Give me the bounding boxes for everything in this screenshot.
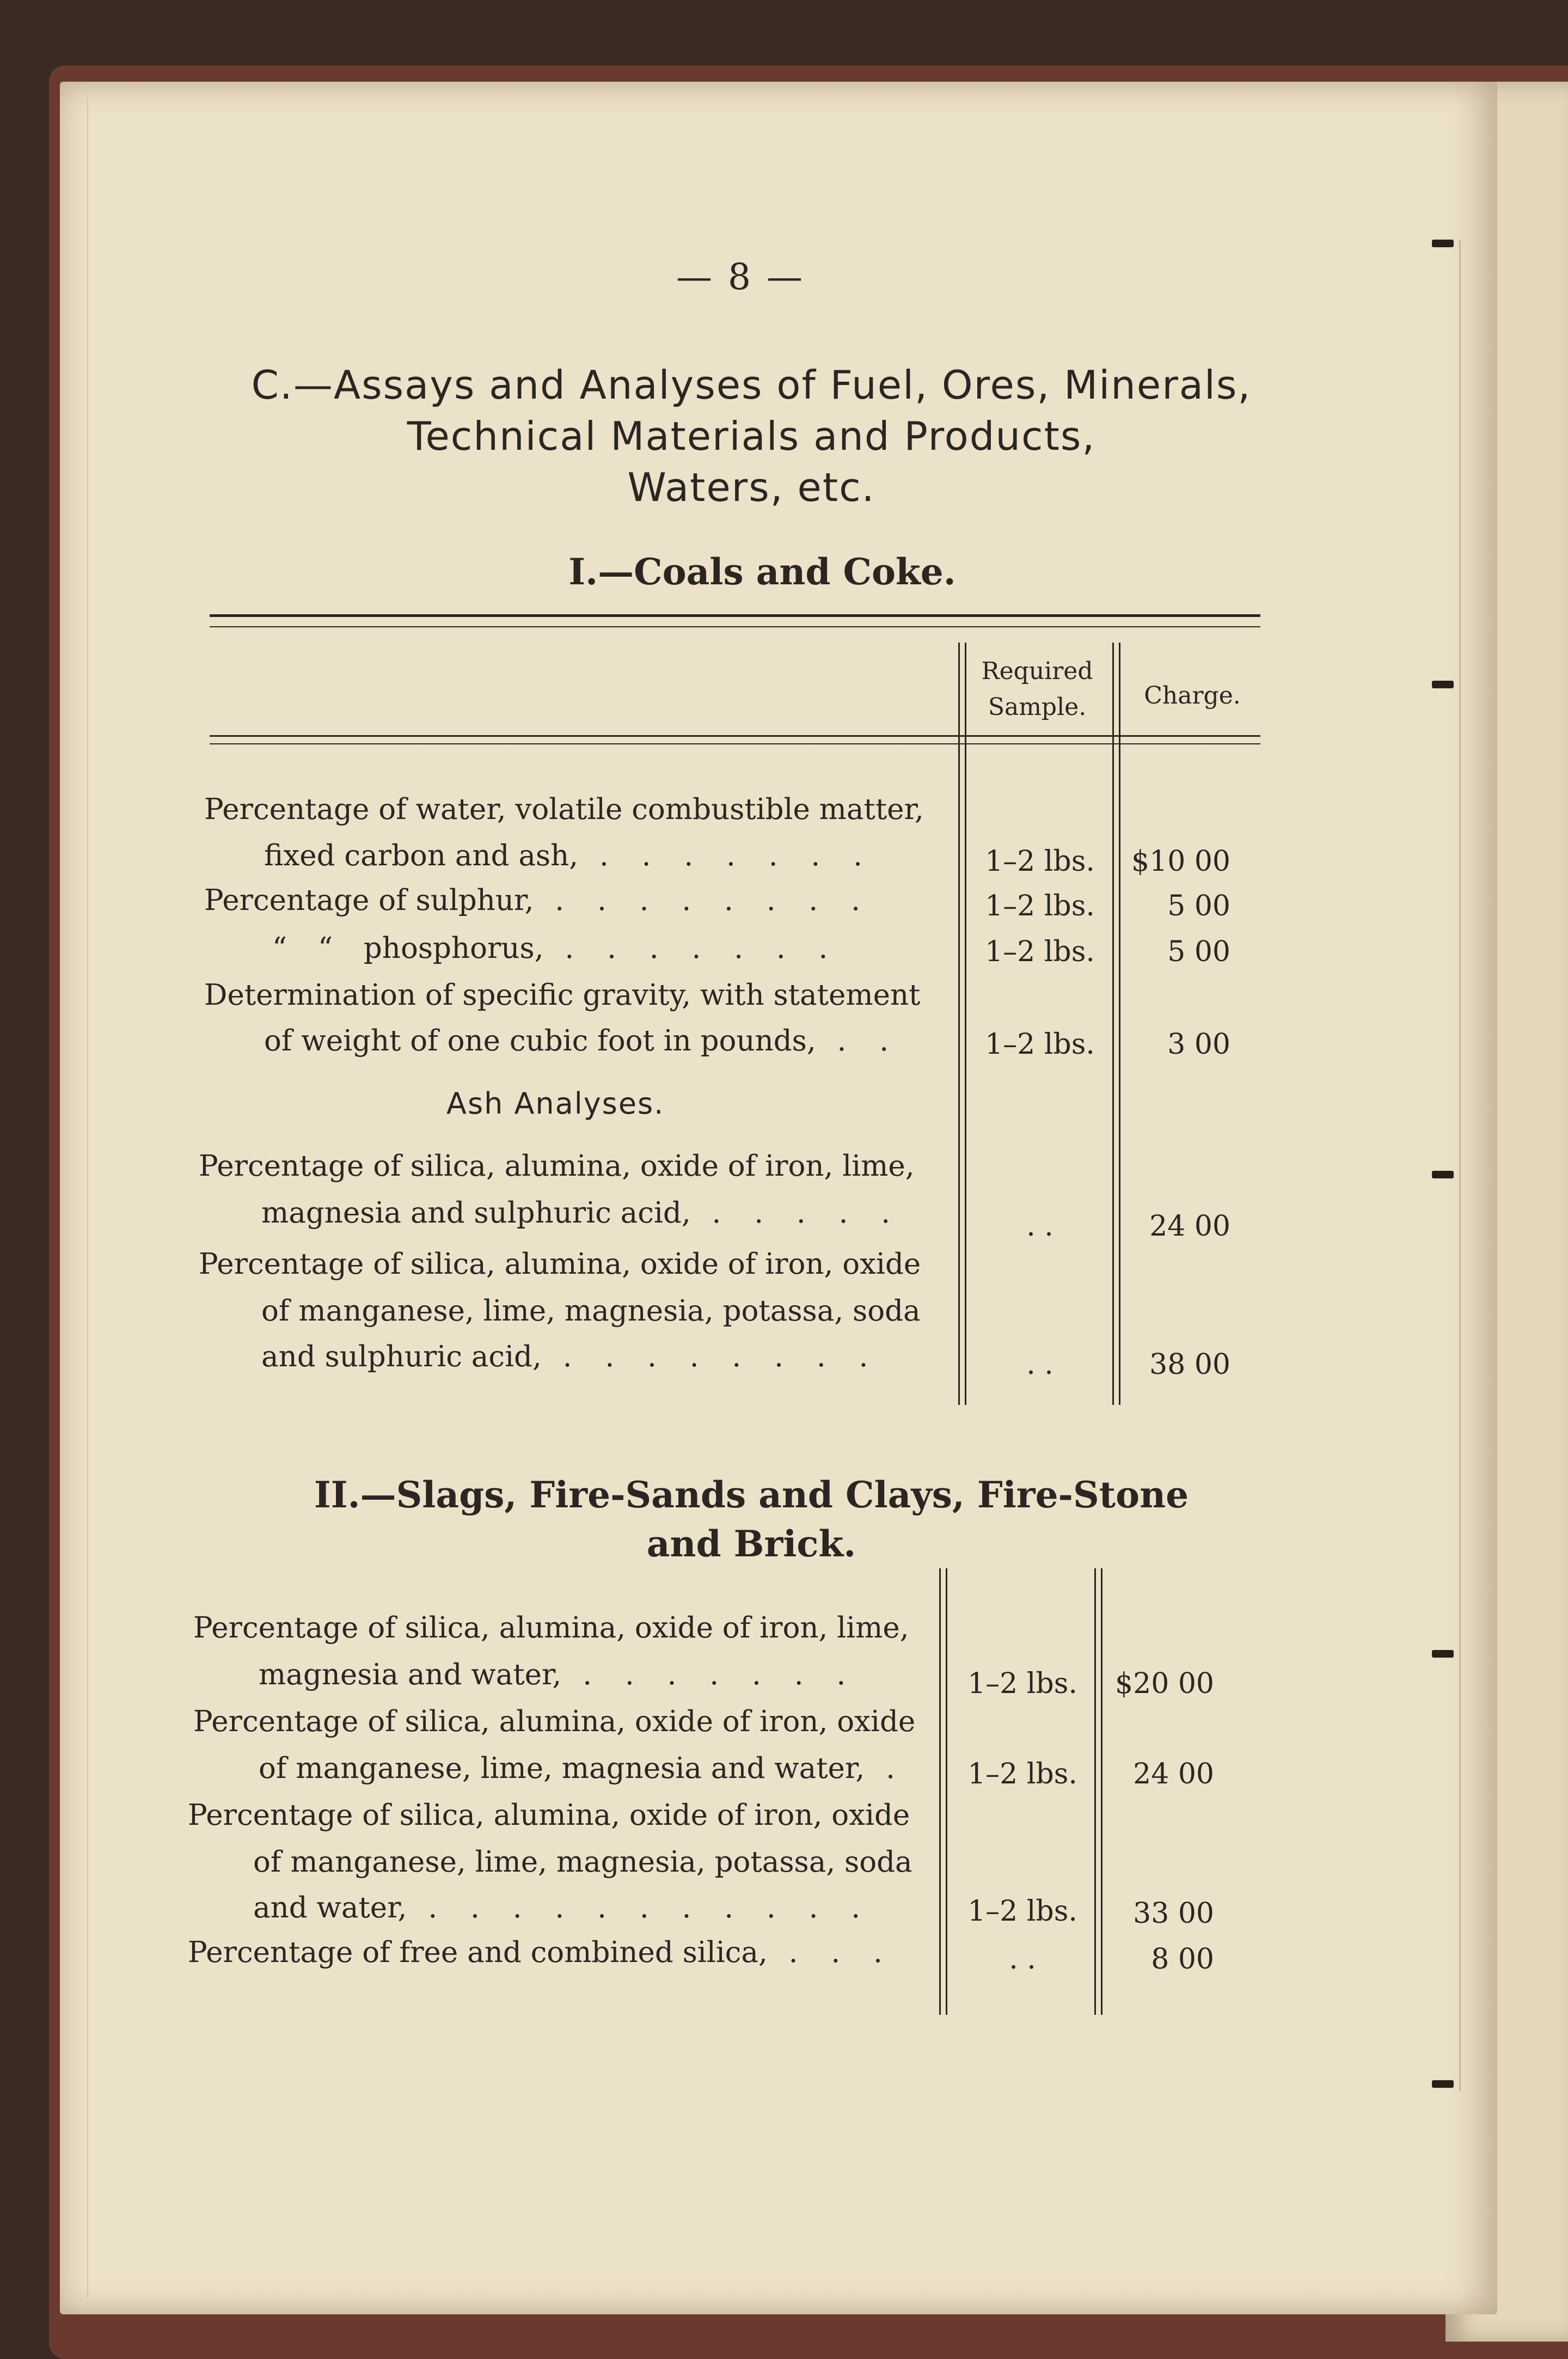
column-rule xyxy=(958,643,960,1405)
column-header-sample xyxy=(964,653,1111,725)
table-cell-charge: 24 00 xyxy=(1149,1210,1230,1243)
table-row-description-text: of manganese, lime, magnesia and water, xyxy=(259,1752,865,1785)
page-margin-rule xyxy=(87,98,88,2298)
table-row-description-text: fixed carbon and ash, xyxy=(264,839,579,872)
table-row-description-text: magnesia and sulphuric acid, xyxy=(261,1196,691,1230)
binding-stitch xyxy=(1432,681,1454,688)
table-cell-charge: 24 00 xyxy=(1133,1758,1214,1790)
coals-title: I.—Coals and Coke. xyxy=(568,551,956,593)
table-row-description: Percentage of water, volatile combustible matter, xyxy=(204,793,924,826)
table-row-description: Percentage of sulphur, . . . . . . . . xyxy=(204,884,872,917)
table-cell-sample: . . xyxy=(1009,1943,1036,1976)
table-cell-charge: 8 00 xyxy=(1151,1943,1214,1976)
table-cell-charge: 38 00 xyxy=(1149,1348,1230,1381)
slags-title-line: II.—Slags, Fire-Sands and Clays, Fire-Stone xyxy=(314,1474,1189,1516)
table-cell-charge: $10 00 xyxy=(1131,845,1230,878)
table-row-description: magnesia and water, . . . . . . . xyxy=(259,1658,858,1691)
table-cell-charge: 5 00 xyxy=(1167,890,1230,922)
table-cell-sample: 1–2 lbs. xyxy=(985,890,1095,922)
table-row-description-text: and water, xyxy=(253,1891,407,1924)
table-header-rule xyxy=(210,743,1260,744)
table-cell-sample: 1–2 lbs. xyxy=(985,936,1095,968)
table-cell-sample: 1–2 lbs. xyxy=(985,845,1095,878)
table-row-description-text: and sulphuric acid, xyxy=(261,1340,542,1373)
table-cell-sample: 1–2 lbs. xyxy=(985,1028,1095,1061)
table-row-description: Percentage of silica, alumina, oxide of iron, oxide xyxy=(199,1248,921,1281)
table-row-description: Percentage of free and combined silica, . . . xyxy=(188,1936,895,1969)
table-cell-charge: 5 00 xyxy=(1167,936,1230,968)
table-row-description: magnesia and sulphuric acid, . . . . . xyxy=(261,1196,903,1230)
table-cell-charge: 3 00 xyxy=(1167,1028,1230,1061)
table-cell-charge: $20 00 xyxy=(1115,1667,1214,1700)
binding-stitch xyxy=(1432,1171,1454,1178)
binding-thread xyxy=(1459,240,1461,2091)
table-row-description-text: “ “ phosphorus, xyxy=(272,932,544,965)
page-number: — 8 — xyxy=(676,256,805,298)
table-row-description: of manganese, lime, magnesia, potassa, soda xyxy=(253,1845,912,1879)
section-title-line: Waters, etc. xyxy=(627,465,875,510)
table-row-description: of manganese, lime, magnesia and water, . xyxy=(259,1752,907,1785)
table-row-description: fixed carbon and ash, . . . . . . . xyxy=(264,839,874,872)
ash-analyses-heading: Ash Analyses. xyxy=(446,1086,665,1121)
binding-stitch xyxy=(1432,240,1454,247)
table-cell-sample: 1–2 lbs. xyxy=(967,1667,1077,1700)
table-row-description: and sulphuric acid, . . . . . . . . xyxy=(261,1340,880,1373)
column-header-charge: Charge. xyxy=(1144,682,1241,710)
column-header-sample-line: Required xyxy=(981,657,1093,685)
slags-title-line: and Brick. xyxy=(646,1523,856,1565)
slags-title xyxy=(163,1470,1339,1568)
table-row-description-text: of weight of one cubic foot in pounds, xyxy=(264,1024,816,1058)
table-row-description: Percentage of silica, alumina, oxide of iron, oxide xyxy=(193,1705,916,1738)
column-rule xyxy=(939,1568,941,2015)
table-cell-sample: 1–2 lbs. xyxy=(967,1895,1077,1928)
table-top-rule xyxy=(210,614,1260,617)
table-cell-charge: 33 00 xyxy=(1133,1897,1214,1930)
table-cell-sample: . . xyxy=(1026,1210,1054,1243)
binding-stitch xyxy=(1432,1650,1454,1658)
table-cell-sample: . . xyxy=(1026,1348,1054,1381)
table-row-description-text: Percentage of sulphur, xyxy=(204,884,534,917)
section-title-line: Technical Materials and Products, xyxy=(407,413,1096,459)
table-row-description: Percentage of silica, alumina, oxide of iron, lime, xyxy=(199,1150,915,1183)
column-header-sample-line: Sample. xyxy=(988,693,1087,721)
section-title xyxy=(163,359,1339,513)
table-top-rule xyxy=(210,626,1260,627)
table-header-rule xyxy=(210,735,1260,737)
table-cell-sample: 1–2 lbs. xyxy=(967,1758,1077,1790)
section-title-line: C.—Assays and Analyses of Fuel, Ores, Minerals, xyxy=(251,362,1252,408)
table-row-description-text: Percentage of free and combined silica, xyxy=(188,1936,768,1969)
table-row-description: and water, . . . . . . . . . . . xyxy=(253,1891,873,1924)
table-row-description: of manganese, lime, magnesia, potassa, soda xyxy=(261,1294,921,1328)
table-row-description: Percentage of silica, alumina, oxide of iron, oxide xyxy=(188,1799,910,1832)
table-row-description-text: magnesia and water, xyxy=(259,1658,562,1691)
table-row-description: Percentage of silica, alumina, oxide of iron, lime, xyxy=(193,1611,909,1645)
table-row-description: of weight of one cubic foot in pounds, . . xyxy=(264,1024,901,1058)
binding-stitch xyxy=(1432,2080,1454,2088)
table-row-description: Determination of specific gravity, with statement xyxy=(204,979,921,1012)
table-row-description: “ “ phosphorus, . . . . . . . xyxy=(272,932,840,965)
